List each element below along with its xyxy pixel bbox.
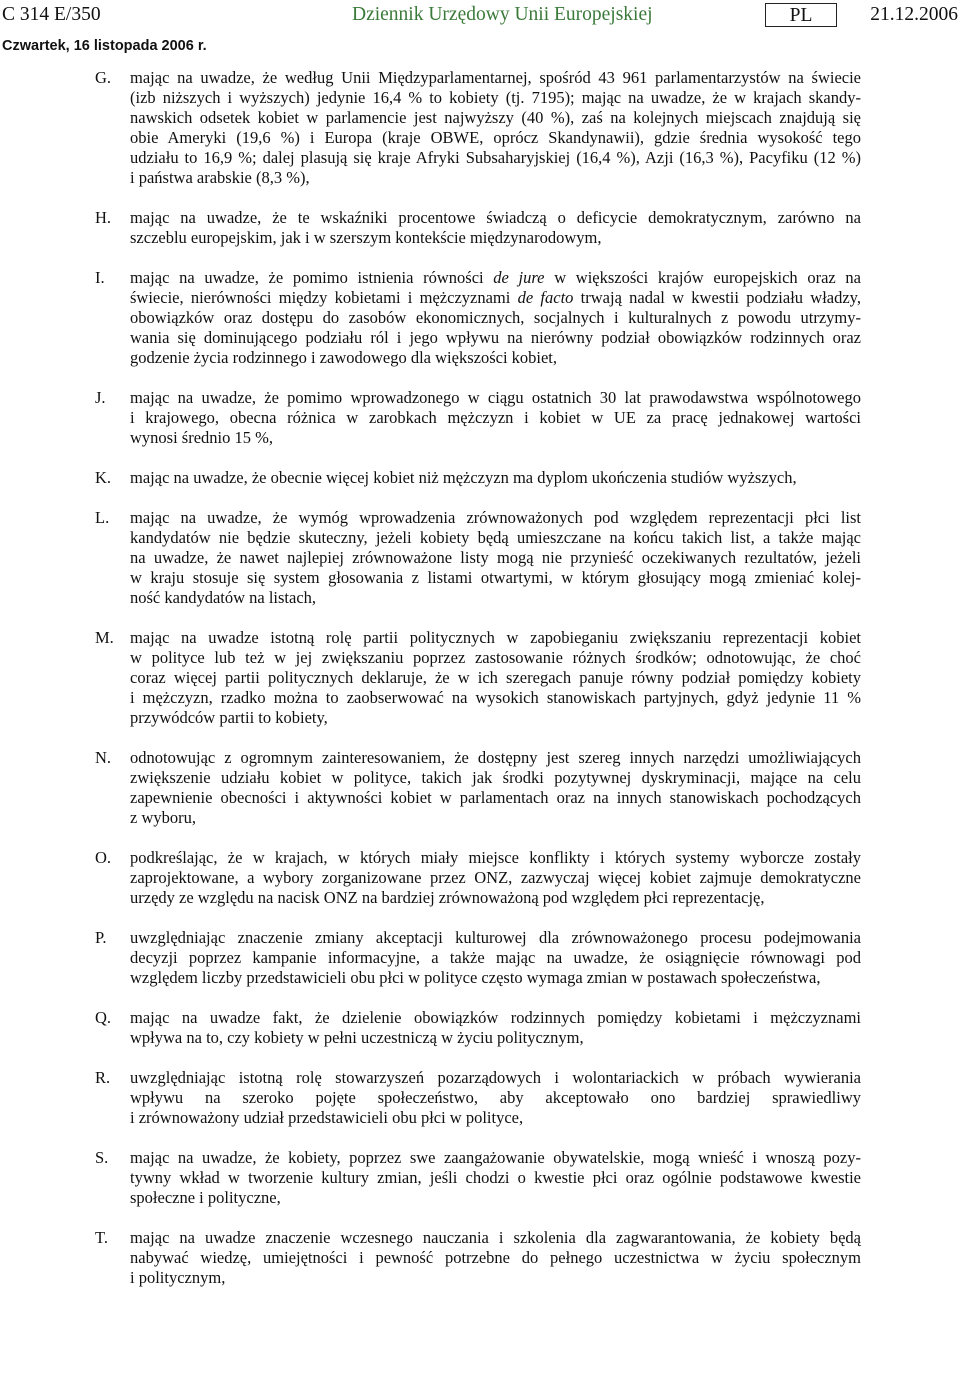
recital-letter: H. [95, 208, 112, 227]
recital-line: mając na uwadze, że według Unii Międzyparlamentarnej, spośród 43 961 parlamentarzystów na świecie [130, 68, 861, 87]
recital-item [0, 468, 960, 488]
sitting-dateline: Czwartek, 16 listopada 2006 r. [2, 38, 207, 54]
recital-line: decyzji poprzez kampanie informacyjne, a także mając na uwadze, że osiągnięcie równowagi pod [130, 948, 861, 967]
recital-letter: M. [95, 628, 114, 647]
recital-line: uwzględniając znaczenie zmiany akceptacji kulturowej dla zrównoważonego procesu podejmowania [130, 928, 861, 947]
recital-line: i zrównoważony udział przedstawicieli obu płci w polityce, [130, 1108, 524, 1127]
recital-line: wpływa na to, czy kobiety w pełni uczestniczą w życiu politycznym, [130, 1028, 584, 1047]
recital-line: (izb niższych i wyższych) jedynie 16,4 % to kobiety (tj. 7195); mając na uwadze, że w krajach skandy- [130, 88, 861, 107]
recital-letter: K. [95, 468, 112, 487]
recital-item [0, 848, 960, 908]
recital-letter: G. [95, 68, 112, 87]
recital-item [0, 68, 960, 188]
recital-line: i mężczyzn, rzadko można to zaobserwować na wysokich stanowiskach partyjnych, gdyż jedynie 11 % [130, 688, 861, 707]
recital-text [130, 1148, 861, 1208]
recital-line: obie Ameryki (19,6 %) i Europa (kraje OBWE, oprócz Skandynawii), gdzie średnia wysokość tego [130, 128, 861, 147]
recital-letter: T. [95, 1228, 108, 1247]
recital-line: urzędy ze względu na nacisk ONZ na bardziej zrównoważoną pod względem płci reprezentację, [130, 888, 765, 907]
journal-reference: C 314 E/350 [2, 4, 101, 25]
recital-text [130, 268, 861, 368]
recital-line: wynosi średnio 15 %, [130, 428, 273, 447]
recital-line: odnotowując z ogromnym zainteresowaniem, że dostępny jest szereg innych narzędzi umożliwiających [130, 748, 861, 767]
recital-line: mając na uwadze fakt, że dzielenie obowiązków rodzinnych pomiędzy kobietami i mężczyznami [130, 1008, 861, 1027]
recital-item [0, 748, 960, 828]
recital-line: obowiązków oraz dostępu do zasobów ekonomicznych, socjalnych i kulturalnych z powodu utrzymy- [130, 308, 861, 327]
recital-letter: S. [95, 1148, 109, 1167]
recital-text [130, 1068, 861, 1128]
recital-line: nabywać wiedzę, umiejętności i pewność potrzebne do pełnego uczestnictwa w życiu społecznym [130, 1248, 861, 1267]
recital-line: mając na uwadze, że obecnie więcej kobiet niż mężczyzn ma dyplom ukończenia studiów wyższych, [130, 468, 797, 487]
recital-text [130, 1228, 861, 1288]
recital-line: uwzględniając istotną rolę stowarzyszeń pozarządowych i wolontariackich w próbach wywierania [130, 1068, 861, 1087]
recital-item [0, 1148, 960, 1208]
recital-item [0, 208, 960, 248]
recital-text [130, 1008, 861, 1048]
recital-line: zapewnienie obecności i aktywności kobiet w parlamentach oraz na innych stanowiskach pochodzących [130, 788, 861, 807]
recital-line: mając na uwadze istotną rolę partii politycznych w zapobieganiu zwiększaniu reprezentacji kobiet [130, 628, 861, 647]
recital-line: i państwa arabskie (8,3 %), [130, 168, 310, 187]
recital-line: tywny wkład w tworzenie kultury zmian, jeśli chodzi o kwestie płci oraz ogólnie podstawowe kwestie [130, 1168, 861, 1187]
recital-item [0, 1228, 960, 1288]
recital-line: mając na uwadze, że wymóg wprowadzenia zrównoważonych pod względem reprezentacji płci list [130, 508, 861, 527]
recital-letter: Q. [95, 1008, 112, 1027]
recital-item [0, 268, 960, 368]
recital-line: świecie, nierówności między kobietami i mężczyznami de facto trwają nadal w kwestii podziału władzy, [130, 288, 861, 307]
recital-line: ność kandydatów na listach, [130, 588, 317, 607]
recital-line: z wyboru, [130, 808, 196, 827]
recital-line: wpływu na szeroko pojęte społeczeństwo, aby akceptowało ono bardziej sprawiedliwy [130, 1088, 861, 1107]
journal-title: Dziennik Urzędowy Unii Europejskiej [352, 4, 653, 25]
recital-letter: P. [95, 928, 107, 947]
recital-line: społeczne i polityczne, [130, 1188, 281, 1207]
recital-line: na uwadze, że nawet najlepiej zrównoważone listy mogą nie przynieść oczekiwanych rezultatów, jeżeli [130, 548, 861, 567]
recital-letter: L. [95, 508, 110, 527]
recital-item [0, 1068, 960, 1128]
recital-line: i politycznym, [130, 1268, 226, 1287]
recital-line: nawskich odsetek kobiet w parlamencie jest najwyższy (40 %), zaś na kolejnych miejscach znajdują się [130, 108, 861, 127]
recital-line: udziału to 16,9 %; dalej plasują się kraje Afryki Subsaharyjskiej (16,4 %), Azji (16,3 %), Pacyfiku (12 %) [130, 148, 861, 167]
recital-letter: I. [95, 268, 105, 287]
recital-line: przywódców partii to kobiety, [130, 708, 328, 727]
recital-item [0, 508, 960, 608]
recital-text [130, 68, 861, 188]
recital-item [0, 388, 960, 448]
recital-text [130, 468, 861, 488]
recital-text [130, 928, 861, 988]
publication-date: 21.12.2006 [870, 4, 958, 25]
recital-line: mając na uwadze, że te wskaźniki procentowe świadczą o deficycie demokratycznym, zarówno na [130, 208, 861, 227]
recital-text [130, 628, 861, 728]
recital-line: szczeblu europejskim, jak i w szerszym kontekście międzynarodowym, [130, 228, 602, 247]
recital-line: godzenie życia rodzinnego i zawodowego dla większości kobiet, [130, 348, 558, 367]
recital-text [130, 388, 861, 448]
recital-line: w polityce lub też w jej zwiększaniu poprzez zastosowanie różnych środków; odnotowując, że choć [130, 648, 861, 667]
recital-text [130, 508, 861, 608]
recital-text [130, 208, 861, 248]
page-header [0, 3, 960, 27]
recital-line: mając na uwadze, że pomimo wprowadzonego w ciągu ostatnich 30 lat prawodawstwa wspólnotowego [130, 388, 861, 407]
recital-line: i krajowego, obecna różnica w zarobkach mężczyzn i kobiet w UE za pracę jednakowej wartości [130, 408, 861, 427]
recitals-list [0, 68, 960, 1308]
recital-item [0, 1008, 960, 1048]
recital-line: wania się dominującego podziału ról i jego wpływu na nierówny podział obowiązków rodzinnych oraz [130, 328, 861, 347]
recital-letter: O. [95, 848, 112, 867]
recital-text [130, 748, 861, 828]
recital-item [0, 628, 960, 728]
language-code-box: PL [765, 3, 837, 27]
recital-line: kandydatów nie będzie skuteczny, jeżeli kobiety będą umieszczane na końcu takich list, a także mając [130, 528, 861, 547]
recital-line: mając na uwadze, że pomimo istnienia równości de jure w większości krajów europejskich oraz na [130, 268, 861, 287]
recital-line: coraz więcej partii politycznych deklaruje, że w ich szeregach panuje równy podział pomiędzy kobiety [130, 668, 861, 687]
recital-line: mając na uwadze znaczenie wczesnego nauczania i szkolenia dla zagwarantowania, że kobiety będą [130, 1228, 861, 1247]
recital-line: zaprojektowane, a wybory zorganizowane przez ONZ, zazwyczaj więcej kobiet zajmuje demokratyczne [130, 868, 861, 887]
recital-line: podkreślając, że w krajach, w których miały miejsce konflikty i których systemy wyborcze zostały [130, 848, 861, 867]
recital-letter: R. [95, 1068, 111, 1087]
recital-letter: N. [95, 748, 112, 767]
recital-line: zwiększenie udziału kobiet w polityce, takich jak środki pozytywnej dyskryminacji, mające na celu [130, 768, 861, 787]
recital-line: w kraju stosuje się system głosowania z listami otwartymi, w którym głosujący mogą zmieniać kolej- [130, 568, 861, 587]
recital-text [130, 848, 861, 908]
recital-line: względem liczby przedstawicieli obu płci w polityce często wymaga zmian w postawach społeczeństwa, [130, 968, 821, 987]
recital-letter: J. [95, 388, 106, 407]
recital-item [0, 928, 960, 988]
recital-line: mając na uwadze, że kobiety, poprzez swe zaangażowanie obywatelskie, mogą wnieść i wnoszą pozy- [130, 1148, 861, 1167]
